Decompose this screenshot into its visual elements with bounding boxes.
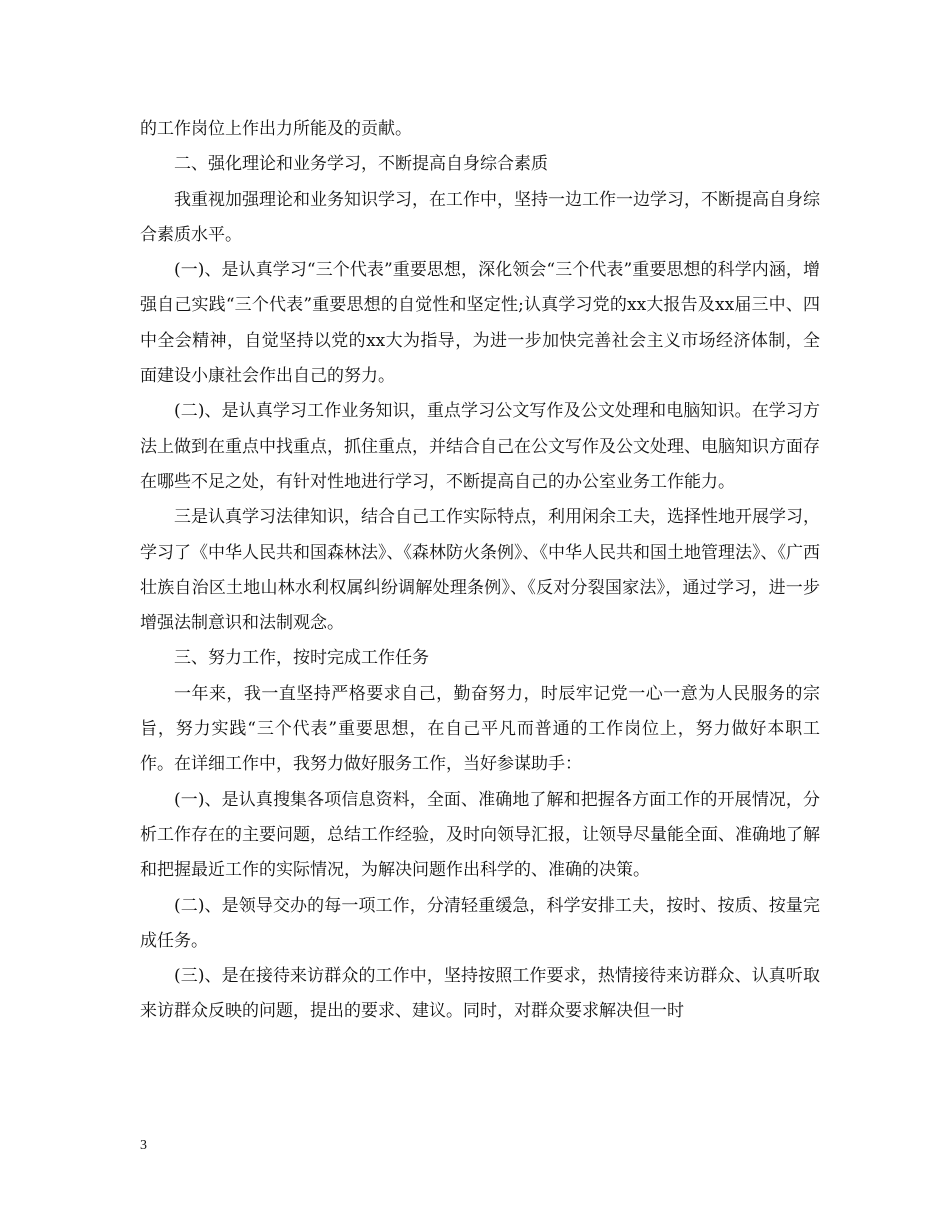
paragraph-1: 的工作岗位上作出力所能及的贡献。 [140,119,412,139]
section-heading-3: 三、努力工作，按时完成工作任务 [174,648,429,669]
paragraph-8: 一年来，我一直坚持严格要求自己，勤奋努力，时辰牢记党一心一意为人民服务的宗旨，努力实践“三个代表”重要思想，在自己平凡而普通的工作岗位上，努力做好本职工作。在详细工作中，我努力做好服务工作，当好参谋助手： [140,683,820,775]
paragraph-6: 三是认真学习法律知识，结合自己工作实际特点，利用闲余工夫，选择性地开展学习，学习了《中华人民共和国森林法》、《森林防火条例》、《中华人民共和国土地管理法》、《广西壮族自治区土地山林水利权属纠纷调解处理条例》、《反对分裂国家法》，通过学习，进一步增强法制意识和法制观念。 [140,507,820,634]
paragraph-5: (二)、是认真学习工作业务知识，重点学习公文写作及公文处理和电脑知识。在学习方法上做到在重点中找重点，抓住重点，并结合自己在公文写作及公文处理、电脑知识方面存在哪些不足之处，有针对性地进行学习，不断提高自己的办公室业务工作能力。 [140,401,820,492]
paragraph-4: (一)、是认真学习“三个代表”重要思想，深化领会“三个代表”重要思想的科学内涵，增强自己实践“三个代表”重要思想的自觉性和坚定性;认真学习党的xx大报告及xx届三中、四中全会精神，自觉坚持以党的xx大为指导，为进一步加快完善社会主义市场经济体制，全面建设小康社会作出自己的努力。 [140,260,820,387]
page-number: 3 [140,1138,147,1153]
paragraph-10: (二)、是领导交办的每一项工作，分清轻重缓急，科学安排工夫，按时、按质、按量完成任务。 [140,895,820,951]
paragraph-3: 我重视加强理论和业务知识学习，在工作中，坚持一边工作一边学习，不断提高自身综合素质水平。 [140,189,820,245]
section-heading-2: 二、强化理论和业务学习，不断提高自身综合素质 [174,154,548,175]
paragraph-11: (三)、是在接待来访群众的工作中，坚持按照工作要求，热情接待来访群众、认真听取来访群众反映的问题，提出的要求、建议。同时，对群众要求解决但一时 [140,966,820,1022]
paragraph-9: (一)、是认真搜集各项信息资料，全面、准确地了解和把握各方面工作的开展情况，分析工作存在的主要问题，总结工作经验，及时向领导汇报，让领导尽量能全面、准确地了解和把握最近工作的实际情况，为解决问题作出科学的、准确的决策。 [140,789,820,881]
document-body [140,112,820,1030]
